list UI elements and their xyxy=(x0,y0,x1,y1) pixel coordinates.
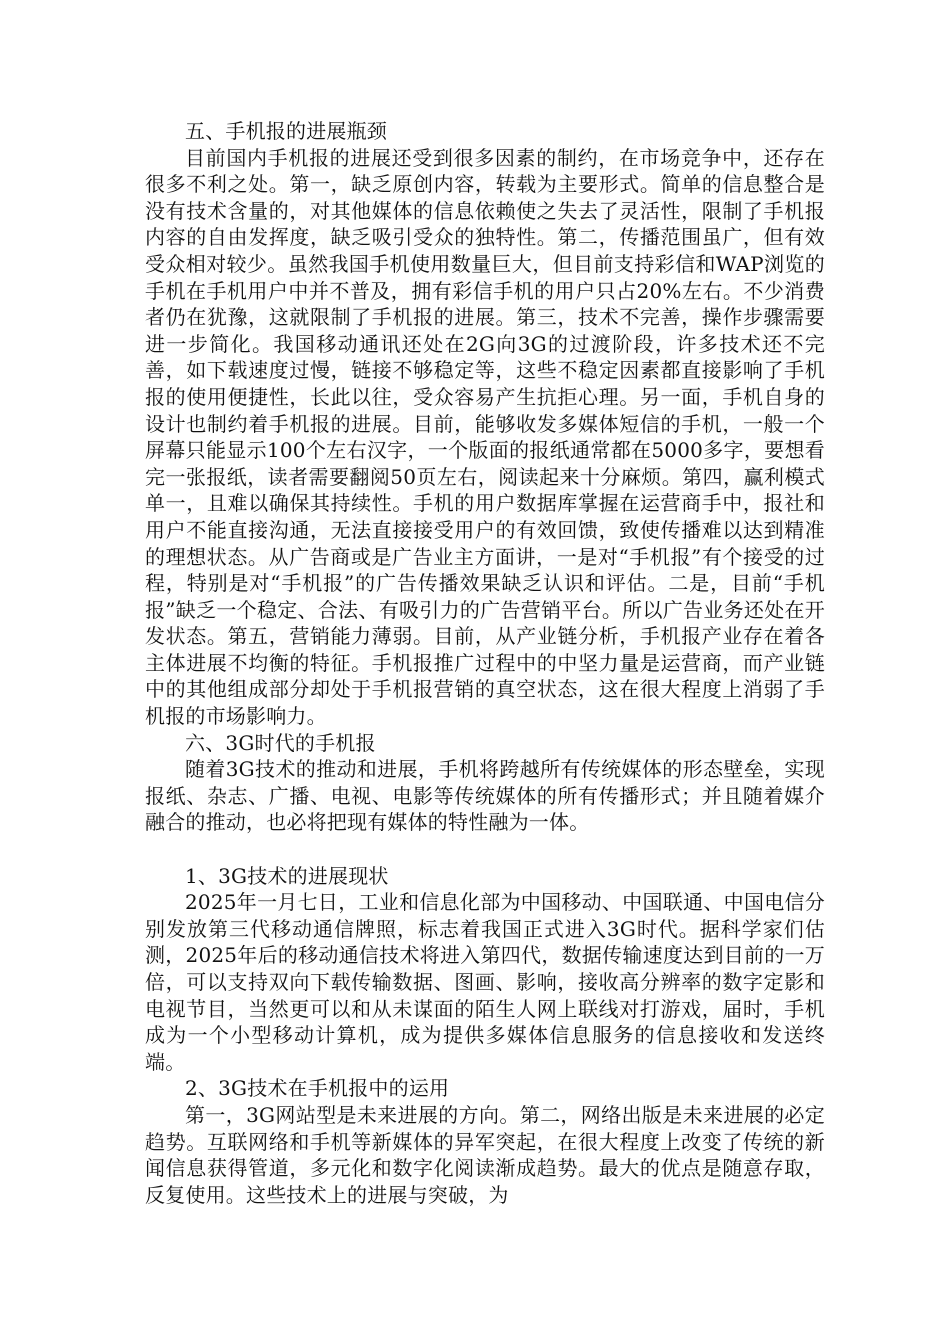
section-paragraph-6: 随着3G技术的推动和进展，手机将跨越所有传统媒体的形态壁垒，实现报纸、杂志、广播、电视、电影等传统媒体的所有传播形式；并且随着媒介融合的推动，也必将把现有媒体的特性融为一体。 xyxy=(145,757,825,835)
subsection-paragraph-2: 第一，3G网站型是未来进展的方向。第二，网络出版是未来进展的必定趋势。互联网络和手机等新媒体的异军突起，在很大程度上改变了传统的新闻信息获得管道，多元化和数字化阅读渐成趋势。最大的优点是随意存取，反复使用。这些技术上的进展与突破，为 xyxy=(145,1102,825,1207)
paragraph-spacer xyxy=(145,836,825,863)
subsection-heading-1: 1、3G技术的进展现状 xyxy=(185,863,389,888)
subsection-paragraph-1: 2025年一月七日，工业和信息化部为中国移动、中国联通、中国电信分别发放第三代移动通信牌照，标志着我国正式进入3G时代。据科学家们估测，2025年后的移动通信技术将进入第四代，数据传输速度达到目前的一万倍，可以支持双向下载传输数据、图画、影响，接收高分辨率的数字定影和电视节目，当然更可以和从未谋面的陌生人网上联线对打游戏，届时，手机成为一个小型移动计算机，成为提供多媒体信息服务的信息接收和发送终端。 xyxy=(145,890,825,1074)
document-page xyxy=(145,118,825,1208)
section-heading-5: 五、手机报的进展瓶颈 xyxy=(185,119,387,143)
section-heading-6: 六、3G时代的手机报 xyxy=(185,730,376,755)
section-paragraph-5: 目前国内手机报的进展还受到很多因素的制约，在市场竞争中，还存在很多不利之处。第一，缺乏原创内容，转载为主要形式。简单的信息整合是没有技术含量的，对其他媒体的信息依赖使之失去了灵活性，限制了手机报内容的自由发挥度，缺乏吸引受众的独特性。第二，传播范围虽广，但有效受众相对较少。虽然我国手机使用数量巨大，但目前支持彩信和WAP浏览的手机在手机用户中并不普及，拥有彩信手机的用户只占20%左右。不少消费者仍在犹豫，这就限制了手机报的进展。第三，技术不完善，操作步骤需要进一步简化。我国移动通讯还处在2G向3G的过渡阶段，许多技术还不完善，如下载速度过慢，链接不够稳定等，这些不稳定因素都直接影响了手机报的使用便捷性，长此以往，受众容易产生抗拒心理。另一面，手机自身的设计也制约着手机报的进展。目前，能够收发多媒体短信的手机，一般一个屏幕只能显示100个左右汉字，一个版面的报纸通常都在5000多字，要想看完一张报纸，读者需要翻阅50页左右，阅读起来十分麻烦。第四，赢利模式单一，且难以确保其持续性。手机的用户数据库掌握在运营商手中，报社和用户不能直接沟通，无法直接接受用户的有效回馈，致使传播难以达到精准的理想状态。从广告商或是广告业主方面讲，一是对“手机报”有个接受的过程，特别是对“手机报”的广告传播效果缺乏认识和评估。二是，目前“手机报”缺乏一个稳定、合法、有吸引力的广告营销平台。所以广告业务还处在开发状态。第五，营销能力薄弱。目前，从产业链分析，手机报产业存在着各主体进展不均衡的特征。手机报推广过程中的中坚力量是运营商，而产业链中的其他组成部分却处于手机报营销的真空状态，这在很大程度上消弱了手机报的市场影响力。 xyxy=(145,145,825,729)
subsection-heading-2: 2、3G技术在手机报中的运用 xyxy=(185,1076,450,1101)
